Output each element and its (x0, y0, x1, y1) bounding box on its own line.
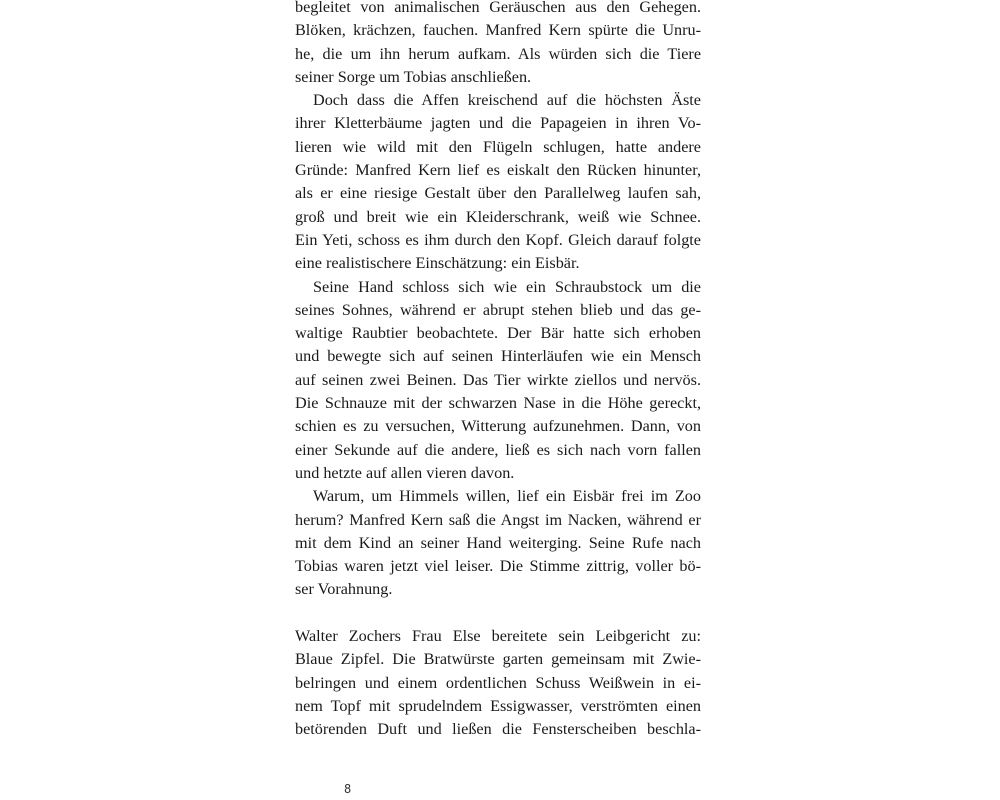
text-line: und hetzte auf allen vieren davon. (295, 463, 515, 482)
text-line: mit dem Kind an seiner Hand weiterging. Seine Rufe nach (295, 533, 701, 552)
text-line: und bewegte sich auf seinen Hinterläufen wie ein Mensch (295, 347, 701, 366)
text-line: seines Sohnes, während er abrupt stehen blieb und das ge- (295, 300, 701, 319)
text-line: auf seinen zwei Beinen. Das Tier wirkte ziellos und nervös. (295, 370, 701, 389)
text-line: Blöken, krächzen, fauchen. Manfred Kern spürte die Unru- (295, 21, 701, 40)
text-line: Walter Zochers Frau Else bereitete sein Leibgericht zu: (295, 627, 701, 646)
text-line: als er eine riesige Gestalt über den Parallelweg laufen sah, (295, 184, 701, 203)
text-line: Die Schnauze mit der schwarzen Nase in die Höhe gereckt, (295, 394, 701, 413)
text-line: ser Vorahnung. (295, 580, 393, 599)
text-line: groß und breit wie ein Kleiderschrank, weiß wie Schnee. (295, 207, 701, 226)
text-line: Ein Yeti, schoss es ihm durch den Kopf. Gleich darauf folgte (295, 230, 701, 249)
text-line: nem Topf mit sprudelndem Essigwasser, verströmten einen (295, 696, 701, 715)
text-line: eine realistischere Einschätzung: ein Eisbär. (295, 254, 580, 273)
text-line: betörenden Duft und ließen die Fensterscheiben beschla- (295, 720, 701, 739)
text-line: waltige Raubtier beobachtete. Der Bär hatte sich erhoben (295, 324, 701, 343)
text-line: he, die um ihn herum aufkam. Als würden sich die Tiere (295, 44, 701, 63)
page-number: 8 (344, 782, 352, 796)
text-line: Gründe: Manfred Kern lief es eiskalt den Rücken hinunter, (295, 161, 701, 180)
text-line: Doch dass die Affen kreischend auf die höchsten Äste (313, 91, 701, 110)
text-line: seiner Sorge um Tobias anschließen. (295, 67, 532, 86)
text-line: Seine Hand schloss sich wie ein Schraubstock um die (313, 277, 701, 296)
text-line: Tobias waren jetzt viel leiser. Die Stimme zittrig, voller bö- (295, 557, 701, 576)
text-line: herum? Manfred Kern saß die Angst im Nacken, während er (295, 510, 701, 529)
text-line: ihrer Kletterbäume jagten und die Papageien in ihren Vo- (295, 114, 701, 133)
text-line: begleitet von animalischen Geräuschen aus den Gehegen. (295, 0, 701, 16)
text-line: belringen und einem ordentlichen Schuss Weißwein in ei- (295, 673, 701, 692)
body-text (295, 0, 701, 742)
text-line: lieren wie wild mit den Flügeln schlugen, hatte andere (295, 137, 701, 156)
text-line: einer Sekunde auf die andere, ließ es sich nach vorn fallen (295, 440, 701, 459)
text-line: Warum, um Himmels willen, lief ein Eisbär frei im Zoo (313, 487, 701, 506)
text-line: schien es zu versuchen, Witterung aufzunehmen. Dann, von (295, 417, 701, 436)
section-break (295, 602, 701, 625)
text-line: Blaue Zipfel. Die Bratwürste garten gemeinsam mit Zwie- (295, 650, 701, 669)
